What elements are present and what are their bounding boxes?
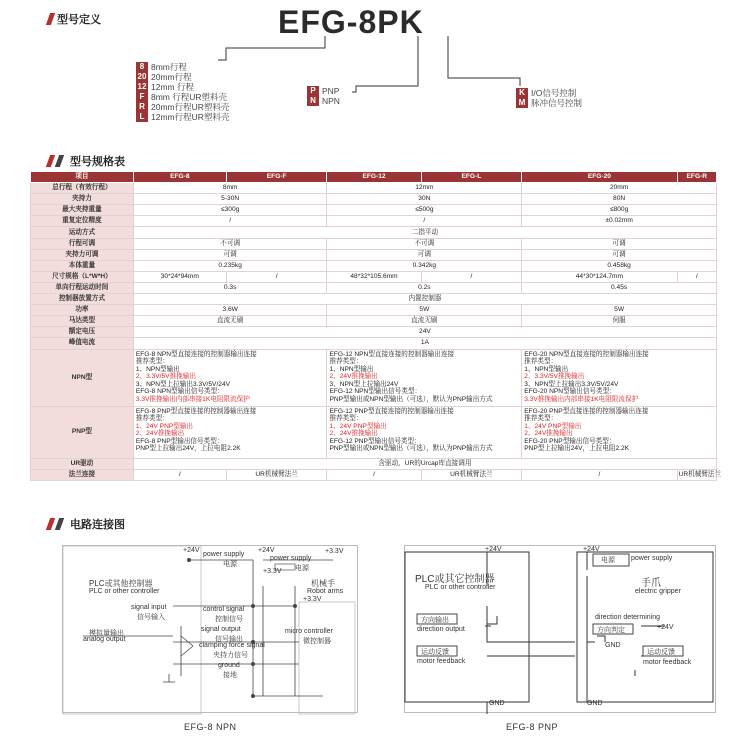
signal-input-label: 信号输入	[137, 614, 165, 621]
option-row	[136, 112, 229, 122]
slash-icon	[55, 155, 64, 167]
npn-cell	[327, 349, 522, 406]
cell-line: 推荐类型：	[329, 358, 363, 366]
spec-table	[30, 171, 722, 481]
table-row	[31, 249, 717, 260]
table-cell: ≤800g	[522, 205, 717, 216]
pnp-circuit-diagram	[404, 545, 716, 713]
table-cell: /	[327, 469, 421, 480]
motor-feedback-label: motor feedback	[643, 659, 692, 666]
model-connector-lines	[0, 0, 750, 110]
slash-icon	[55, 518, 64, 530]
table-cell: 5W	[522, 305, 717, 316]
motor-feedback-label: motor feedback	[417, 658, 466, 665]
row-label: NPN型	[31, 349, 134, 406]
cell-line: 1、NPN型输出	[524, 365, 569, 373]
row-label: 夹持力可调	[31, 249, 134, 260]
gripper-label-en: electric gripper	[635, 588, 681, 595]
option-code: L	[136, 112, 148, 122]
table-row	[31, 216, 717, 227]
analog-output-label: 模拟量输出	[89, 630, 124, 637]
table-cell: 5W	[327, 305, 522, 316]
cell-line: 3、NPN型上拉输出24V	[329, 380, 399, 388]
motor-feedback-box: 运动反馈	[647, 649, 675, 656]
cell-line: EFG-12 PNP型直接连接的控制器输出连接	[329, 407, 454, 415]
cell-line: EFG-20 PNP型直接连接的控制器输出连接	[524, 407, 649, 415]
option-text: PNP	[322, 86, 340, 96]
option-text: NPN	[322, 96, 340, 106]
row-label: 总行程（有效行程）	[31, 183, 134, 194]
power-supply-label: power supply	[270, 555, 312, 562]
clamp-signal-label: 夹持力信号	[213, 652, 248, 659]
table-cell: 直流无刷	[133, 316, 327, 327]
table-row	[31, 305, 717, 316]
control-type-options	[516, 88, 582, 108]
micro-controller-label: micro controller	[285, 628, 333, 635]
table-header: 项目	[31, 172, 134, 183]
cell-line: PNP型上拉输出24V，上拉电阻2.2K	[524, 445, 630, 453]
table-cell: 12mm	[327, 183, 522, 194]
table-row	[31, 183, 717, 194]
table-row	[31, 294, 717, 305]
table-cell: /	[327, 216, 522, 227]
row-label: 控制器放置方式	[31, 294, 134, 305]
cell-line: 3.3V推挽输出内部串接1K电阻限流保护	[135, 396, 250, 404]
ground-label: 接地	[223, 672, 237, 679]
direction-output-label: direction output	[417, 626, 465, 633]
row-label: 马达类型	[31, 316, 134, 327]
row-label: 本体重量	[31, 260, 134, 271]
cell-line: 3、NPN型上拉输出3.3V/5V/24V	[135, 380, 231, 388]
cell-line: PNP型输出或NPN型输出（可选），默认为PNP输出方式	[329, 445, 493, 453]
row-label: 行程可调	[31, 238, 134, 249]
gnd-label: GND	[489, 700, 505, 707]
table-row	[31, 238, 717, 249]
control-signal-label: control signal	[203, 606, 245, 613]
table-cell: 可调	[522, 249, 717, 260]
power-supply-label: power supply	[203, 551, 245, 558]
voltage-label: +24V	[258, 547, 275, 554]
row-label: UR驱动	[31, 458, 134, 469]
row-label: 尺寸规格（L*W*H）	[31, 271, 134, 282]
option-text: 脉冲信号控制	[531, 98, 583, 108]
table-row	[31, 316, 717, 327]
cell-line: EFG-20 NPN型输出信号类型：	[524, 388, 616, 396]
voltage-label: +24V	[657, 624, 674, 631]
robot-label-en: Robot arms	[307, 588, 344, 595]
row-label: 额定电压	[31, 327, 134, 338]
table-cell: 0.458kg	[522, 260, 717, 271]
row-label: 法兰连接	[31, 469, 134, 480]
power-supply-label: 电源	[223, 561, 237, 568]
option-text: I/O信号控制	[531, 88, 577, 98]
table-cell: ±0.02mm	[522, 216, 717, 227]
control-signal-label: 控制信号	[215, 616, 243, 623]
option-text: 8mm行程	[151, 62, 187, 72]
signal-output-label: 信号输出	[215, 636, 243, 643]
table-header: EFG-12	[327, 172, 421, 183]
option-row	[516, 98, 582, 108]
option-code: F	[136, 92, 148, 102]
clamp-signal-label: clamping force signal	[199, 642, 265, 649]
table-row	[31, 458, 717, 469]
io-type-options	[307, 86, 340, 106]
table-cell: 8mm	[133, 183, 327, 194]
row-label: 最大夹持重量	[31, 205, 134, 216]
option-text: 20mm行程UR塑料壳	[151, 102, 230, 112]
section-spec-table	[48, 153, 125, 169]
motor-feedback-box: 运动反馈	[421, 649, 449, 656]
table-cell: 0.342kg	[327, 260, 522, 271]
option-text: 12mm 行程	[151, 82, 194, 92]
gnd-label: GND	[587, 700, 603, 707]
npn-circuit-diagram	[62, 545, 358, 713]
table-row-npn	[31, 349, 717, 406]
cell-line: 2、3.3V/5V推挽输出	[135, 373, 196, 381]
npn-cell	[133, 349, 327, 406]
table-cell: 可调	[133, 249, 327, 260]
table-row	[31, 194, 717, 205]
table-cell: 20mm	[522, 183, 717, 194]
cell-line: 1、24V PNP型输出	[524, 422, 582, 430]
table-row-pnp	[31, 406, 717, 458]
option-text: 20mm行程	[151, 72, 192, 82]
table-cell: 直流无刷	[327, 316, 522, 327]
table-cell: 30N	[327, 194, 522, 205]
table-cell: 24V	[133, 327, 716, 338]
ground-label: ground	[218, 662, 240, 669]
cell-line: EFG-8 PNP型输出信号类型：	[135, 437, 224, 445]
option-code: P	[307, 86, 319, 96]
table-row	[31, 282, 717, 293]
table-row	[31, 271, 717, 282]
slash-icon	[46, 518, 55, 530]
option-row	[307, 96, 340, 106]
voltage-label: +24V	[183, 547, 200, 554]
table-cell: 0.2s	[327, 282, 522, 293]
option-code: 8	[136, 62, 148, 72]
cell-line: 推荐类型：	[524, 415, 558, 423]
npn-cell	[522, 349, 717, 406]
table-cell: /	[133, 216, 327, 227]
analog-output-label: analog output	[83, 636, 126, 643]
table-row	[31, 205, 717, 216]
plc-label-en: PLC or other controller	[425, 584, 496, 591]
power-supply-label: 电源	[295, 565, 309, 572]
cell-line: EFG-8 PNP型直接连接的控制器输出连接	[135, 407, 257, 415]
table-cell: 1A	[133, 338, 716, 349]
table-cell: 可调	[327, 249, 522, 260]
cell-line: EFG-8 NPN型直接连接的控制器输出连接	[135, 350, 257, 358]
table-cell: /	[522, 469, 677, 480]
table-cell: 二指平动	[133, 227, 716, 238]
option-text: 8mm 行程UR塑料壳	[151, 92, 228, 102]
robot-label: 机械手	[311, 579, 335, 588]
table-cell: 内置控制器	[133, 294, 716, 305]
pnp-cell	[133, 406, 327, 458]
cell-line: EFG-12 PNP型输出信号类型：	[329, 437, 421, 445]
table-cell: 3.6W	[133, 305, 327, 316]
table-cell: /	[421, 271, 522, 282]
option-text: 12mm行程UR塑料壳	[151, 112, 230, 122]
signal-input-label: signal input	[131, 604, 167, 611]
plc-label-en: PLC or other controller	[89, 588, 160, 595]
direction-output-box: 方向输出	[421, 617, 449, 624]
table-header: EFG-L	[421, 172, 522, 183]
section-title: 电路连接图	[70, 519, 125, 531]
row-label: 功率	[31, 305, 134, 316]
table-cell: 不可调	[133, 238, 327, 249]
row-label: 重复定位精度	[31, 216, 134, 227]
table-row	[31, 227, 717, 238]
plc-label: PLC或其他控制器	[89, 579, 153, 588]
table-cell: 48*32*105.6mm	[327, 271, 421, 282]
power-supply-label: power supply	[631, 555, 673, 562]
model-title: EFG-8PK	[278, 4, 424, 40]
section-title: 型号定义	[57, 14, 101, 26]
option-code: M	[516, 98, 528, 108]
row-label: 峰值电流	[31, 338, 134, 349]
table-cell: ≤300g	[133, 205, 327, 216]
row-label: 单向行程运动时间	[31, 282, 134, 293]
table-header-row	[31, 172, 717, 183]
option-code: N	[307, 96, 319, 106]
table-cell: 0.45s	[522, 282, 717, 293]
table-cell: UR机械臂法兰	[677, 469, 716, 480]
voltage-label: +24V	[485, 546, 502, 553]
cell-line: 2、24V推挽输出	[524, 430, 573, 438]
table-cell: UR机械臂法兰	[226, 469, 327, 480]
voltage-label: +3.3V	[263, 568, 282, 575]
cell-line: 推荐类型：	[524, 358, 558, 366]
pnp-caption: EFG-8 PNP	[506, 722, 559, 732]
direction-determining-box: 方向判定	[597, 627, 625, 634]
slash-icon	[46, 155, 55, 167]
table-cell: /	[226, 271, 327, 282]
cell-line: EFG-12 NPN型输出信号类型：	[329, 388, 422, 396]
cell-line: 2、3.3V/5V推挽输出	[524, 373, 585, 381]
cell-line: 3、NPN型上拉输出3.3V/5V/24V	[524, 380, 619, 388]
option-code: R	[136, 102, 148, 112]
option-code: 20	[137, 72, 147, 81]
cell-line: 1、24V PNP型输出	[329, 422, 387, 430]
cell-line: 1、24V PNP型输出	[135, 422, 194, 430]
npn-caption: EFG-8 NPN	[184, 722, 237, 732]
table-cell: /	[133, 469, 226, 480]
signal-output-label: signal output	[201, 626, 241, 633]
voltage-label: +3.3V	[325, 548, 344, 555]
table-cell: 0.3s	[133, 282, 327, 293]
option-code: K	[516, 88, 528, 98]
stroke-options	[136, 62, 229, 122]
section-title: 型号规格表	[70, 156, 125, 168]
table-cell: 30*24*94mm	[133, 271, 226, 282]
cell-line: EFG-20 PNP型输出信号类型：	[524, 437, 616, 445]
table-cell: ≤500g	[327, 205, 522, 216]
table-row	[31, 338, 717, 349]
table-header: EFG-8	[133, 172, 226, 183]
table-header: EFG-20	[522, 172, 677, 183]
cell-line: 推荐类型：	[135, 415, 169, 423]
table-cell: 不可调	[327, 238, 522, 249]
row-label: PNP型	[31, 406, 134, 458]
table-row	[31, 260, 717, 271]
direction-determining-label: direction determining	[595, 614, 660, 621]
cell-line: 1、NPN型输出	[135, 365, 180, 373]
gripper-label: 手爪	[641, 578, 661, 589]
plc-label: PLC或其它控制器	[415, 574, 495, 585]
cell-line: 3.3V推挽输出内部串接1K电阻限流保护	[524, 396, 639, 404]
option-code: 12	[137, 82, 147, 91]
pnp-cell	[522, 406, 717, 458]
table-cell: /	[677, 271, 716, 282]
table-cell: 44*30*124.7mm	[522, 271, 677, 282]
table-row	[31, 469, 717, 480]
table-cell: 0.235kg	[133, 260, 327, 271]
cell-line: EFG-12 NPN型直接连接的控制器输出连接	[329, 350, 455, 358]
cell-line: PNP型上拉输出24V，上拉电阻2.2K	[135, 445, 241, 453]
table-header: EFG-F	[226, 172, 327, 183]
table-cell: 5-30N	[133, 194, 327, 205]
cell-line: 1、NPN型输出	[329, 365, 374, 373]
gnd-label: GND	[605, 642, 621, 649]
cell-line: EFG-20 NPN型直接连接的控制器输出连接	[524, 350, 649, 358]
table-cell: 可调	[522, 238, 717, 249]
option-row	[307, 86, 340, 96]
cell-line: 2、24V推挽输出	[329, 430, 378, 438]
cell-line: 推荐类型：	[135, 358, 169, 366]
cell-line: 2、24V推挽输出	[329, 373, 378, 381]
cell-line: EFG-8 NPN型输出信号类型：	[135, 388, 224, 396]
table-header: EFG-R	[677, 172, 716, 183]
micro-controller-label: 微控制器	[303, 638, 331, 645]
voltage-label: +3.3V	[303, 596, 322, 603]
table-cell: UR机械臂法兰	[421, 469, 522, 480]
pnp-cell	[327, 406, 522, 458]
row-label: 运动方式	[31, 227, 134, 238]
cell-line: 推荐类型：	[329, 415, 363, 423]
power-supply-box: 电源	[601, 557, 615, 564]
cell-line: PNP型输出或NPN型输出（可选），默认为PNP输出方式	[329, 396, 493, 404]
table-cell: 含驱动，UR的Urcap库直接调用	[133, 458, 716, 469]
cell-line: 2、24V推挽输出	[135, 430, 185, 438]
table-cell: 80N	[522, 194, 717, 205]
section-circuit	[48, 516, 125, 532]
table-row	[31, 327, 717, 338]
voltage-label: +24V	[583, 546, 600, 553]
table-cell: 伺服	[522, 316, 717, 327]
row-label: 夹持力	[31, 194, 134, 205]
